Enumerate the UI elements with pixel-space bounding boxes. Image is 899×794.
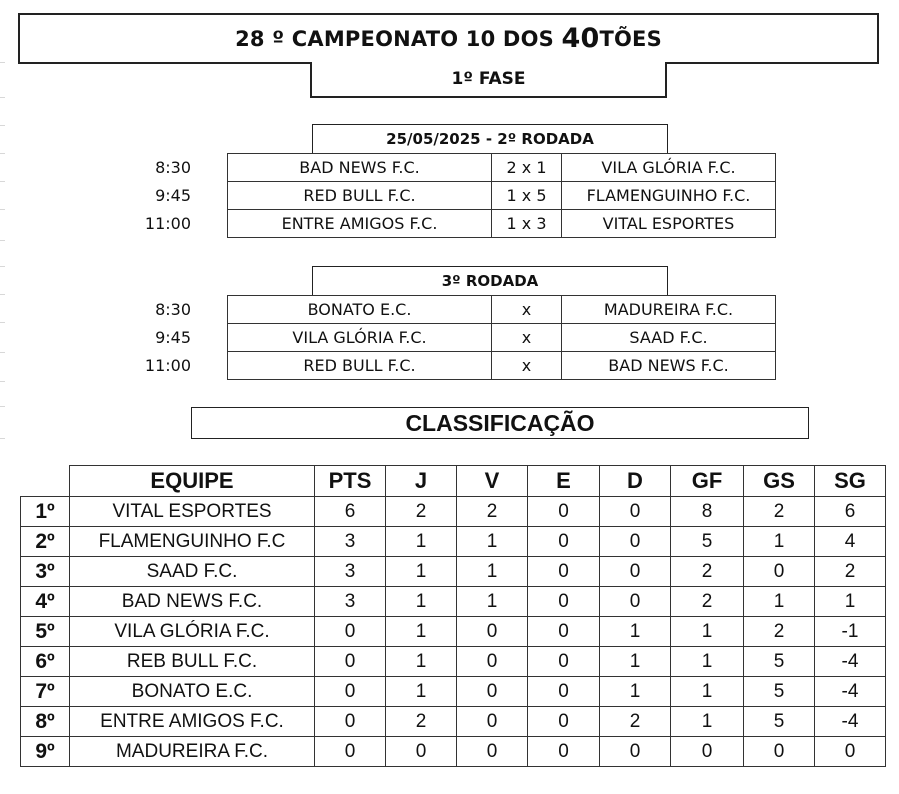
title-suffix: TÕES	[599, 26, 662, 51]
wins: 0	[457, 707, 528, 737]
goals-against: 5	[744, 707, 815, 737]
team-name: MADUREIRA F.C.	[70, 737, 315, 767]
losses: 1	[600, 677, 671, 707]
away-team: VITAL ESPORTES	[562, 210, 776, 238]
game-row	[70, 182, 776, 210]
game-row	[70, 324, 776, 352]
goals-for: 1	[671, 647, 744, 677]
away-team: FLAMENGUINHO F.C.	[562, 182, 776, 210]
points: 0	[315, 647, 386, 677]
position: 1º	[21, 497, 70, 527]
goals-for: 1	[671, 707, 744, 737]
goals-for: 2	[671, 557, 744, 587]
title-prefix: 28 º CAMPEONATO 10 DOS	[235, 26, 562, 51]
round-3-title: 3º RODADA	[312, 266, 668, 296]
points: 0	[315, 677, 386, 707]
games-played: 1	[386, 557, 457, 587]
points: 3	[315, 527, 386, 557]
draws: 0	[528, 557, 600, 587]
position: 5º	[21, 617, 70, 647]
table-row	[21, 707, 886, 737]
game-score: 2 x 1	[492, 154, 562, 182]
header-e: E	[528, 466, 600, 497]
game-row	[70, 210, 776, 238]
header-gf: GF	[671, 466, 744, 497]
goal-difference: 2	[815, 557, 886, 587]
goals-against: 2	[744, 617, 815, 647]
header-d: D	[600, 466, 671, 497]
points: 6	[315, 497, 386, 527]
home-team: BAD NEWS F.C.	[228, 154, 492, 182]
draws: 0	[528, 587, 600, 617]
goal-difference: -4	[815, 707, 886, 737]
away-team: SAAD F.C.	[562, 324, 776, 352]
draws: 0	[528, 647, 600, 677]
game-score: 1 x 3	[492, 210, 562, 238]
round-3-games	[70, 295, 776, 380]
goals-for: 8	[671, 497, 744, 527]
games-played: 1	[386, 617, 457, 647]
games-played: 2	[386, 497, 457, 527]
home-team: VILA GLÓRIA F.C.	[228, 324, 492, 352]
home-team: BONATO E.C.	[228, 296, 492, 324]
wins: 0	[457, 737, 528, 767]
goals-against: 5	[744, 677, 815, 707]
games-played: 1	[386, 647, 457, 677]
away-team: MADUREIRA F.C.	[562, 296, 776, 324]
classification-title: CLASSIFICAÇÃO	[191, 407, 809, 439]
games-played: 2	[386, 707, 457, 737]
losses: 0	[600, 587, 671, 617]
points: 0	[315, 617, 386, 647]
game-row	[70, 296, 776, 324]
goal-difference: 4	[815, 527, 886, 557]
game-score: x	[492, 296, 562, 324]
points: 3	[315, 557, 386, 587]
header-sg: SG	[815, 466, 886, 497]
away-team: VILA GLÓRIA F.C.	[562, 154, 776, 182]
table-row	[21, 557, 886, 587]
draws: 0	[528, 707, 600, 737]
wins: 0	[457, 647, 528, 677]
losses: 0	[600, 557, 671, 587]
team-name: BAD NEWS F.C.	[70, 587, 315, 617]
points: 3	[315, 587, 386, 617]
goal-difference: -4	[815, 647, 886, 677]
games-played: 0	[386, 737, 457, 767]
goals-for: 0	[671, 737, 744, 767]
points: 0	[315, 737, 386, 767]
goal-difference: 1	[815, 587, 886, 617]
game-time: 8:30	[155, 300, 191, 319]
table-row	[21, 677, 886, 707]
team-name: FLAMENGUINHO F.C	[70, 527, 315, 557]
games-played: 1	[386, 677, 457, 707]
draws: 0	[528, 677, 600, 707]
goals-against: 5	[744, 647, 815, 677]
losses: 2	[600, 707, 671, 737]
team-name: VILA GLÓRIA F.C.	[70, 617, 315, 647]
wins: 0	[457, 617, 528, 647]
game-time: 8:30	[155, 158, 191, 177]
losses: 0	[600, 527, 671, 557]
goals-against: 2	[744, 497, 815, 527]
team-name: BONATO E.C.	[70, 677, 315, 707]
table-row	[21, 647, 886, 677]
wins: 2	[457, 497, 528, 527]
header-j: J	[386, 466, 457, 497]
wins: 1	[457, 587, 528, 617]
home-team: ENTRE AMIGOS F.C.	[228, 210, 492, 238]
goals-against: 1	[744, 587, 815, 617]
game-row	[70, 352, 776, 380]
goals-for: 1	[671, 617, 744, 647]
goals-for: 5	[671, 527, 744, 557]
championship-title	[18, 13, 879, 64]
table-row	[21, 737, 886, 767]
goal-difference: -4	[815, 677, 886, 707]
position: 4º	[21, 587, 70, 617]
game-score: 1 x 5	[492, 182, 562, 210]
game-time: 11:00	[144, 214, 191, 233]
games-played: 1	[386, 587, 457, 617]
table-row	[21, 527, 886, 557]
game-time: 9:45	[155, 186, 191, 205]
game-score: x	[492, 324, 562, 352]
wins: 0	[457, 677, 528, 707]
game-row	[70, 154, 776, 182]
wins: 1	[457, 527, 528, 557]
goals-against: 1	[744, 527, 815, 557]
losses: 1	[600, 617, 671, 647]
position: 3º	[21, 557, 70, 587]
draws: 0	[528, 737, 600, 767]
home-team: RED BULL F.C.	[228, 352, 492, 380]
position: 8º	[21, 707, 70, 737]
draws: 0	[528, 497, 600, 527]
position: 2º	[21, 527, 70, 557]
header-gs: GS	[744, 466, 815, 497]
losses: 0	[600, 737, 671, 767]
draws: 0	[528, 617, 600, 647]
position: 6º	[21, 647, 70, 677]
header-v: V	[457, 466, 528, 497]
round-2-games	[70, 153, 776, 238]
game-time: 9:45	[155, 328, 191, 347]
goal-difference: -1	[815, 617, 886, 647]
games-played: 1	[386, 527, 457, 557]
round-2-title: 25/05/2025 - 2º RODADA	[312, 124, 668, 154]
standings-table	[20, 465, 886, 767]
position: 9º	[21, 737, 70, 767]
position: 7º	[21, 677, 70, 707]
standings-header-row	[21, 466, 886, 497]
goal-difference: 6	[815, 497, 886, 527]
header-team: EQUIPE	[70, 466, 315, 497]
team-name: ENTRE AMIGOS F.C.	[70, 707, 315, 737]
losses: 1	[600, 647, 671, 677]
home-team: RED BULL F.C.	[228, 182, 492, 210]
goal-difference: 0	[815, 737, 886, 767]
header-blank	[21, 466, 70, 497]
table-row	[21, 617, 886, 647]
game-score: x	[492, 352, 562, 380]
goals-against: 0	[744, 557, 815, 587]
team-name: REB BULL F.C.	[70, 647, 315, 677]
team-name: VITAL ESPORTES	[70, 497, 315, 527]
wins: 1	[457, 557, 528, 587]
team-name: SAAD F.C.	[70, 557, 315, 587]
phase-label: 1º FASE	[310, 62, 667, 98]
game-time: 11:00	[144, 356, 191, 375]
table-row	[21, 497, 886, 527]
goals-for: 1	[671, 677, 744, 707]
goals-for: 2	[671, 587, 744, 617]
goals-against: 0	[744, 737, 815, 767]
points: 0	[315, 707, 386, 737]
losses: 0	[600, 497, 671, 527]
header-pts: PTS	[315, 466, 386, 497]
table-row	[21, 587, 886, 617]
title-number: 40	[561, 23, 600, 54]
draws: 0	[528, 527, 600, 557]
away-team: BAD NEWS F.C.	[562, 352, 776, 380]
